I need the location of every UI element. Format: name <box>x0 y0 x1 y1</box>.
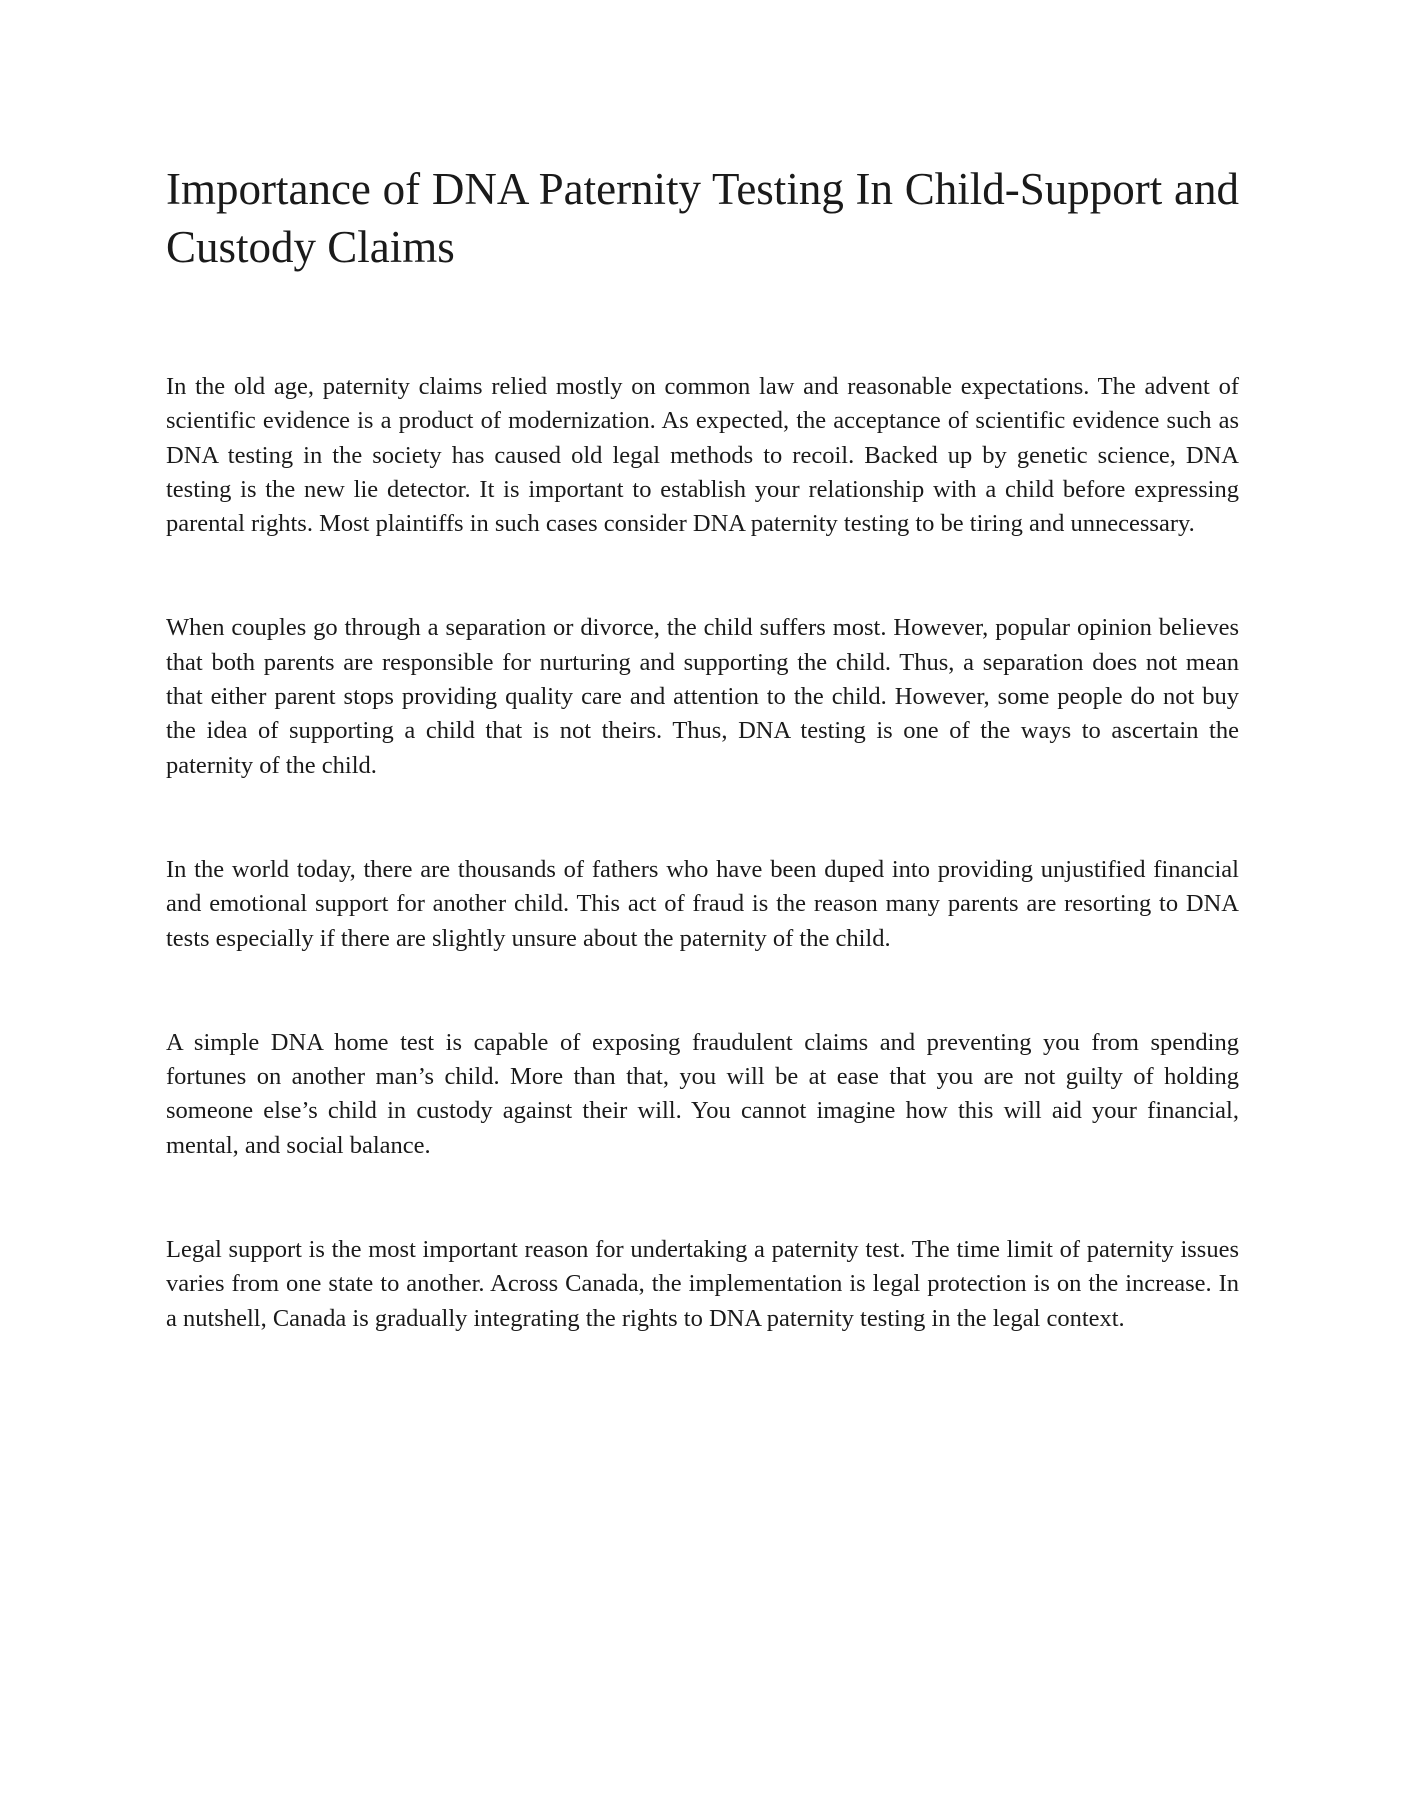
paragraph-3: In the world today, there are thousands of fathers who have been duped into providing unjustified financial and emotional support for another child. This act of fraud is the reason many parents are resorting to DNA tests especially if there are slightly unsure about the paternity of the child. <box>166 855 1239 952</box>
paragraph-4: A simple DNA home test is capable of exposing fraudulent claims and preventing you from spending fortunes on another man’s child. More than that, you will be at ease that you are not guilty of holding someone else’s child in custody against their will. You cannot imagine how this will aid your financial, mental, and social balance. <box>166 1028 1239 1159</box>
paragraph-2: When couples go through a separation or divorce, the child suffers most. However, popular opinion believes that both parents are responsible for nurturing and supporting the child. Thus, a separation does not mean that either parent stops providing quality care and attention to the child. However, some people do not buy the idea of supporting a child that is not theirs. Thus, DNA testing is one of the ways to ascertain the paternity of the child. <box>166 614 1239 779</box>
document-title: Importance of DNA Paternity Testing In Child-Support and Custody Claims <box>166 164 1239 272</box>
paragraph-5: Legal support is the most important reason for undertaking a paternity test. The time limit of paternity issues varies from one state to another. Across Canada, the implementation is legal protection is on the increase. In a nutshell, Canada is gradually integrating the rights to DNA paternity testing in the legal context. <box>166 1236 1239 1332</box>
document-content <box>166 160 1239 1336</box>
document-body <box>166 370 1239 1336</box>
paragraph-1: In the old age, paternity claims relied mostly on common law and reasonable expectations. The advent of scientific evidence is a product of modernization. As expected, the acceptance of scientific evidence such as DNA testing in the society has caused old legal methods to recoil. Backed up by genetic science, DNA testing is the new lie detector. It is important to establish your relationship with a child before expressing parental rights. Most plaintiffs in such cases consider DNA paternity testing to be tiring and unnecessary. <box>166 373 1239 538</box>
